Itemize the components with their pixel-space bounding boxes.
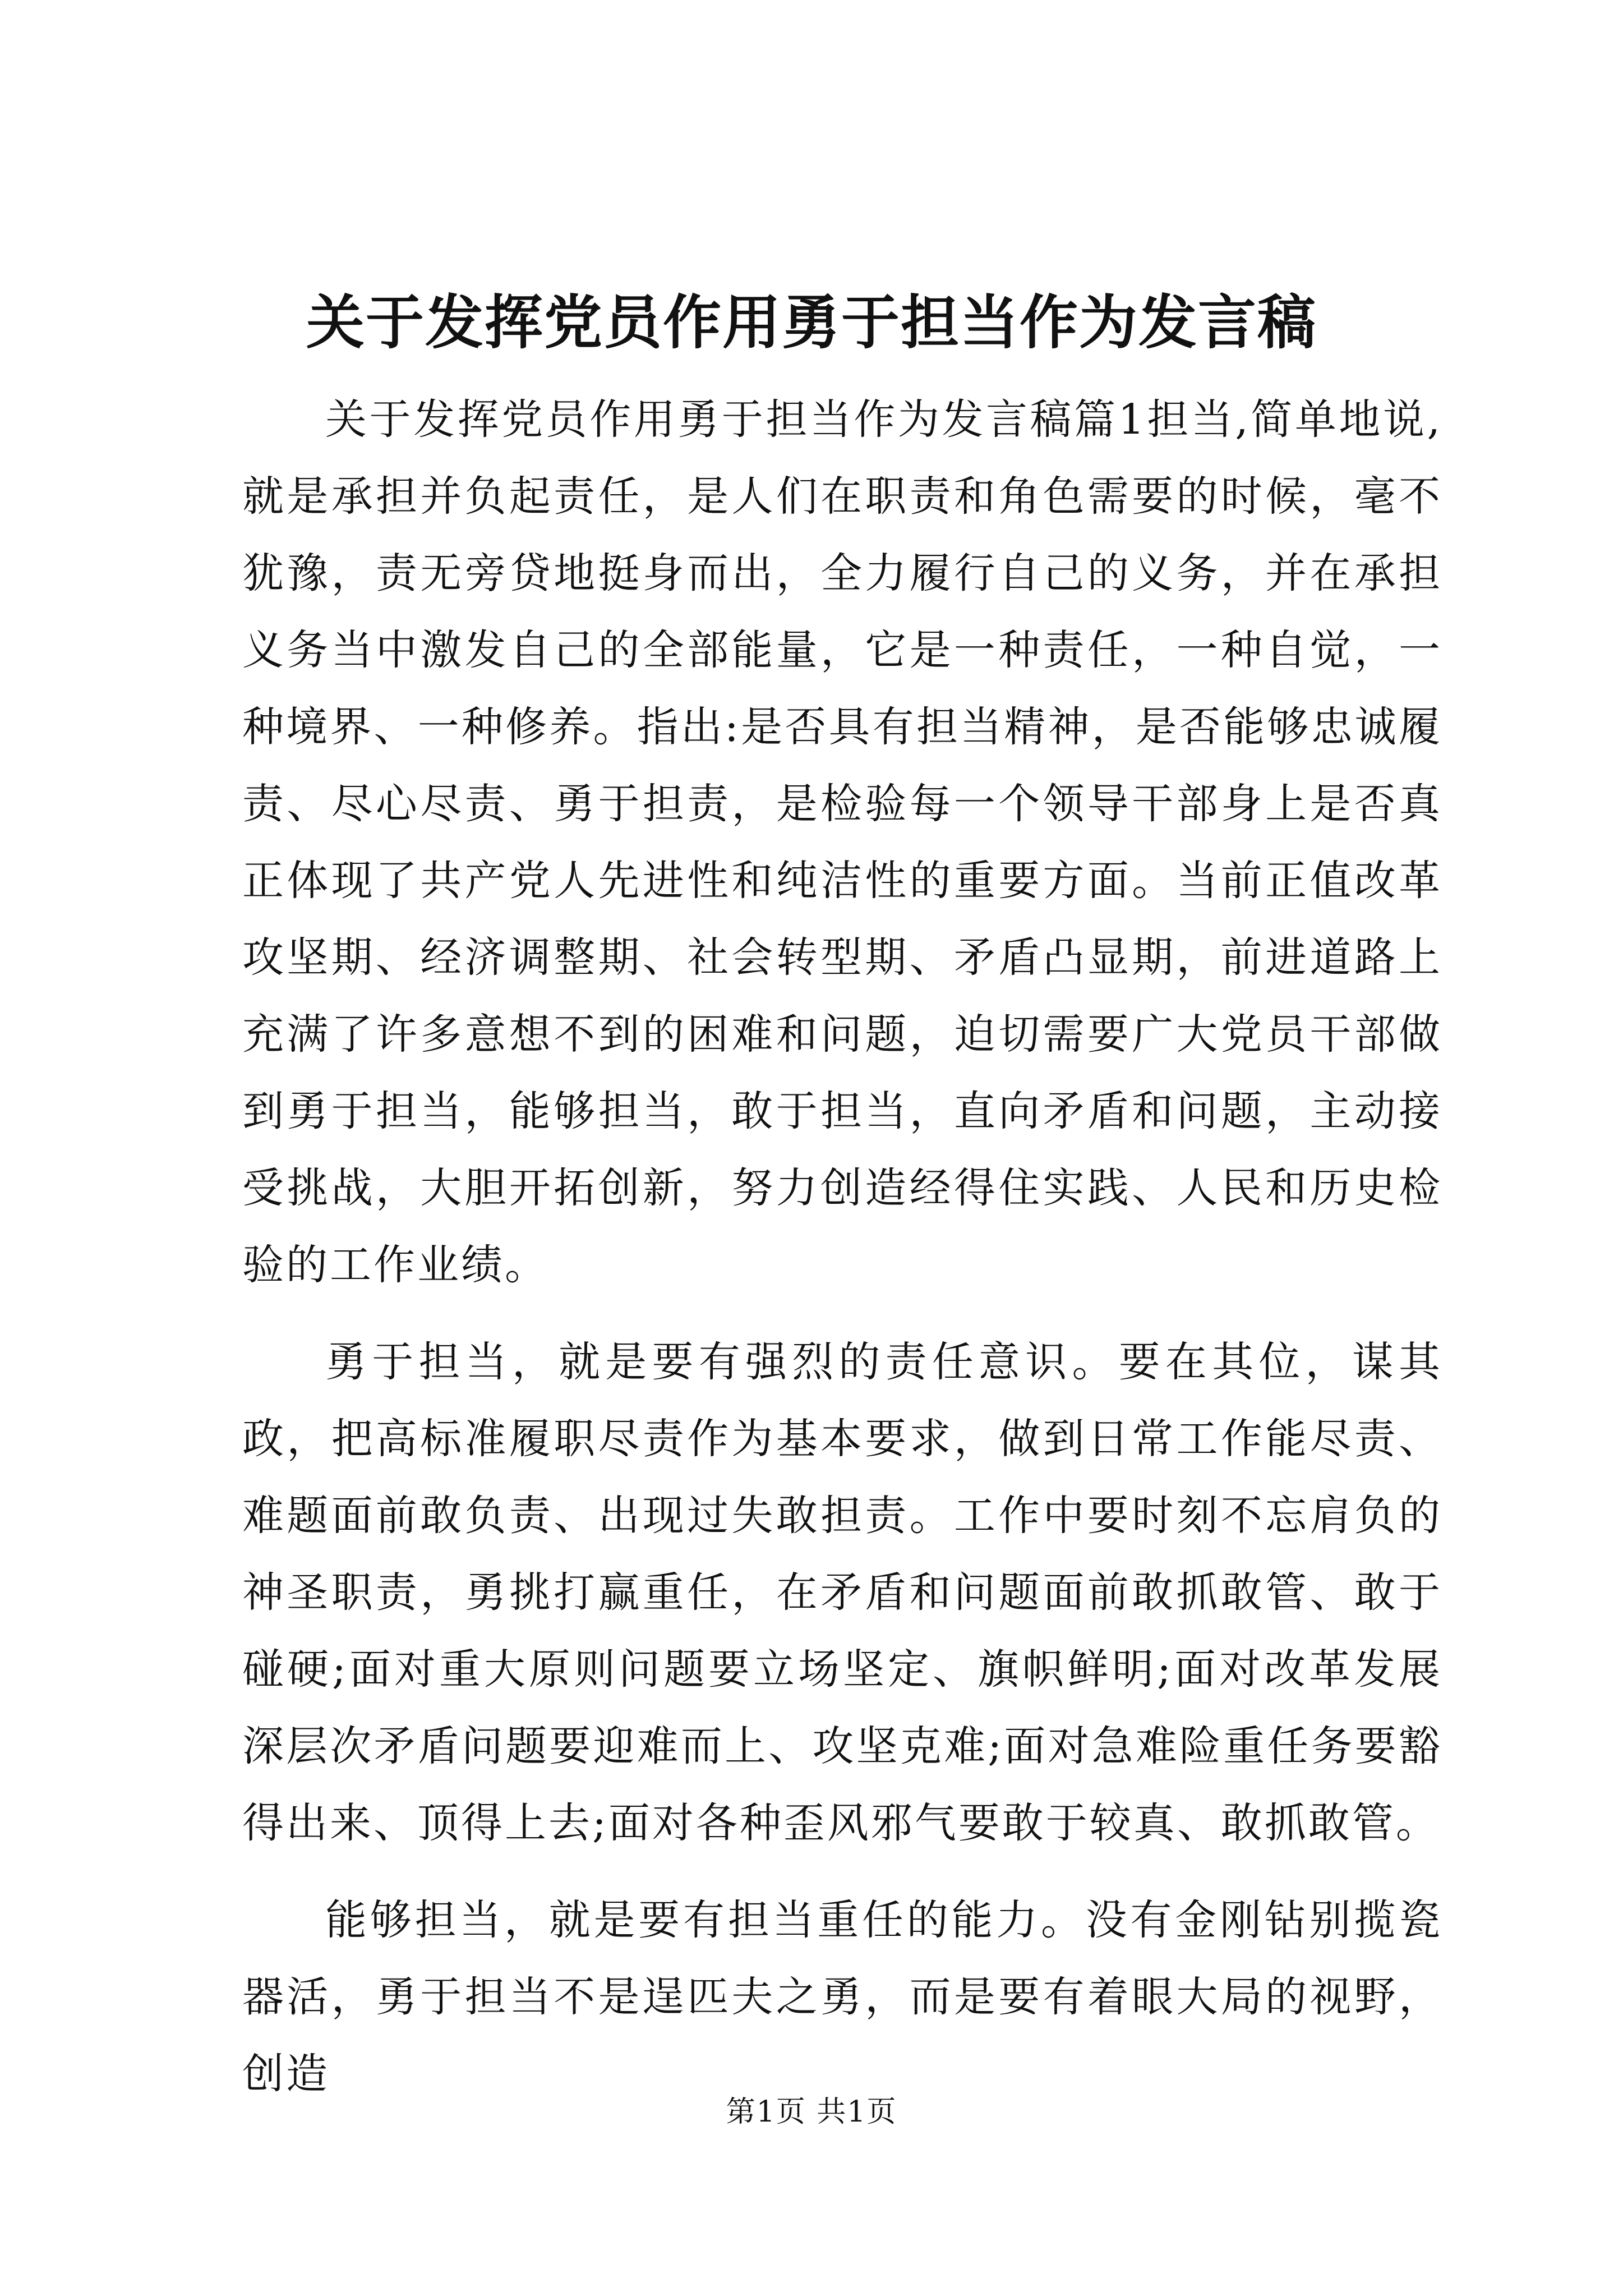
paragraph-2: 勇于担当，就是要有强烈的责任意识。要在其位，谋其政，把高标准履职尽责作为基本要求，做到日常工作能尽责、难题面前敢负责、出现过失敢担责。工作中要时刻不忘肩负的神圣职责，勇挑打赢重任，在矛盾和问题面前敢抓敢管、敢于碰硬;面对重大原则问题要立场坚定、旗帜鲜明;面对改革发展深层次矛盾问题要迎难而上、攻坚克难;面对急难险重任务要豁得出来、顶得上去;面对各种歪风邪气要敢于较真、敢抓敢管。 bbox=[242, 1338, 1442, 1847]
document-body bbox=[242, 381, 1442, 2113]
document-title: 关于发挥党员作用勇于担当作为发言稿 bbox=[306, 288, 1317, 357]
page-footer: 第1页 共1页 bbox=[726, 2095, 897, 2129]
paragraph-3: 能够担当，就是要有担当重任的能力。没有金刚钻别揽瓷器活，勇于担当不是逞匹夫之勇，而是要有着眼大局的视野，创造 bbox=[242, 1896, 1442, 2098]
paragraph-1: 关于发挥党员作用勇于担当作为发言稿篇1担当,简单地说,就是承担并负起责任，是人们在职责和角色需要的时候，毫不犹豫，责无旁贷地挺身而出，全力履行自己的义务，并在承担义务当中激发自己的全部能量，它是一种责任，一种自觉，一种境界、一种修养。指出:是否具有担当精神，是否能够忠诚履责、尽心尽责、勇于担责，是检验每一个领导干部身上是否真正体现了共产党人先进性和纯洁性的重要方面。当前正值改革攻坚期、经济调整期、社会转型期、矛盾凸显期，前进道路上充满了许多意想不到的困难和问题，迫切需要广大党员干部做到勇于担当，能够担当，敢于担当，直向矛盾和问题，主动接受挑战，大胆开拓创新，努力创造经得住实践、人民和历史检验的工作业绩。 bbox=[242, 395, 1442, 1289]
